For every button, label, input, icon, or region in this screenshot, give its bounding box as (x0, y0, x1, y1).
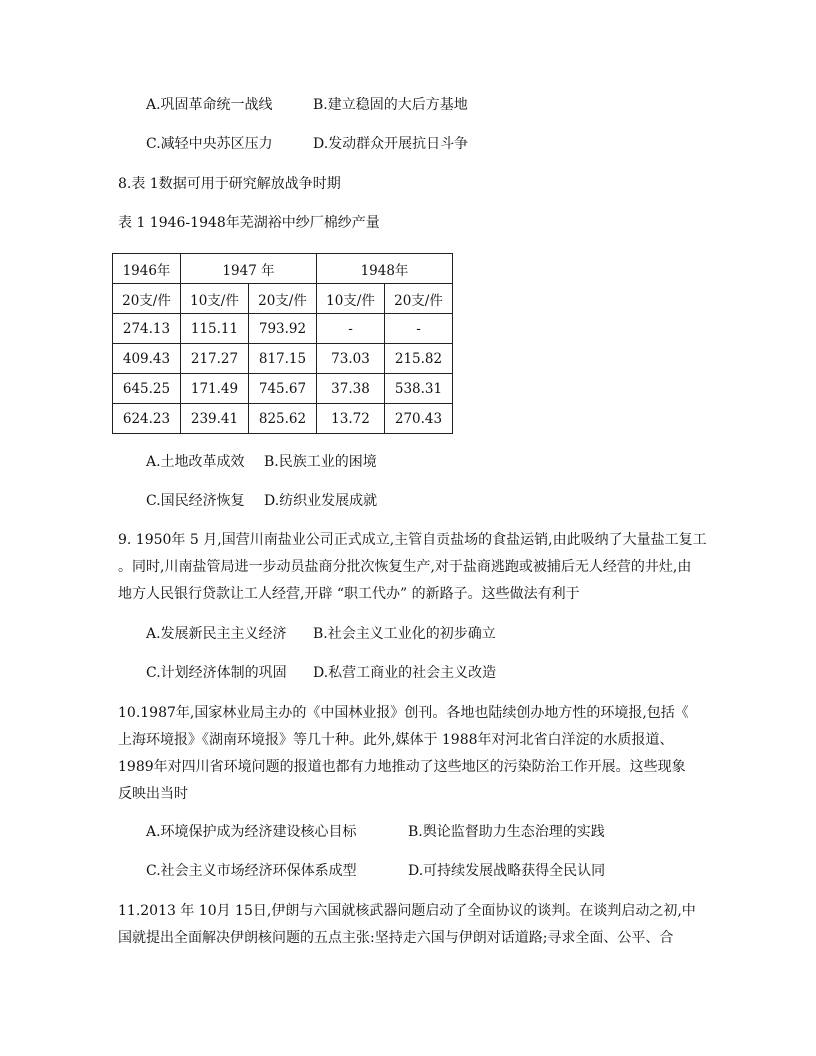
table-cell: 645.25 (113, 374, 181, 404)
table-cell: 171.49 (181, 374, 249, 404)
table-cell: 274.13 (113, 314, 181, 344)
table-cell: 73.03 (317, 344, 385, 374)
q9-stem-line-1: 9. 1950年 5 月,国营川南盐业公司正式成立,主管自贡盐场的食盐运销,由此吸纳了大量盐工复工 (118, 532, 707, 548)
table-cell: 215.82 (385, 344, 453, 374)
q8-option-b: B.民族工业的困境 (264, 454, 377, 470)
q10-option-d: D.可持续发展战略获得全民认同 (408, 863, 606, 879)
table-row (113, 344, 453, 374)
q8-table-caption: 表 1 1946-1948年芜湖裕中纱厂棉纱产量 (118, 215, 380, 231)
table-cell: 817.15 (249, 344, 317, 374)
table-cell: - (385, 314, 453, 344)
table-cell: 793.92 (249, 314, 317, 344)
table-subheader-cell: 20支/件 (249, 284, 317, 314)
table-subheader-cell: 20支/件 (113, 284, 181, 314)
table-cell: - (317, 314, 385, 344)
q10-stem-line-1: 10.1987年,国家林业局主办的《中国林业报》创刊。各地也陆续创办地方性的环境报,包括《 (118, 705, 689, 721)
q8-option-d: D.纺织业发展成就 (264, 493, 378, 509)
table-cell: 270.43 (385, 404, 453, 434)
table-header-cell: 1946年 (113, 254, 181, 284)
table-cell: 745.67 (249, 374, 317, 404)
table-cell: 624.23 (113, 404, 181, 434)
q7-option-d: D.发动群众开展抗日斗争 (313, 136, 469, 152)
table-cell: 217.27 (181, 344, 249, 374)
table-header-cell: 1948年 (317, 254, 453, 284)
table-cell: 13.72 (317, 404, 385, 434)
table-cell: 409.43 (113, 344, 181, 374)
q10-option-a: A.环境保护成为经济建设核心目标 (146, 824, 357, 840)
table-cell: 239.41 (181, 404, 249, 434)
q9-stem-line-3: 地方人民银行贷款让工人经营,开辟 “职工代办” 的新路子。这些做法有利于 (118, 586, 580, 602)
cotton-output-table (112, 253, 453, 434)
q9-stem-line-2: 。同时,川南盐管局进一步动员盐商分批次恢复生产,对于盐商逃跑或被捕后无人经营的井灶,由 (118, 559, 692, 575)
q8-option-c: C.国民经济恢复 (146, 493, 245, 509)
table-cell: 37.38 (317, 374, 385, 404)
table-subheader-cell: 10支/件 (181, 284, 249, 314)
q7-option-c: C.减轻中央苏区压力 (146, 136, 273, 152)
q9-option-b: B.社会主义工业化的初步确立 (313, 626, 496, 642)
table-subheader-cell: 20支/件 (385, 284, 453, 314)
q11-stem-line-1: 11.2013 年 10月 15日,伊朗与六国就核武器问题启动了全面协议的谈判。在谈判启动之初,中 (118, 903, 696, 919)
table-header-cell: 1947 年 (181, 254, 317, 284)
q8-stem: 8.表 1数据可用于研究解放战争时期 (118, 176, 341, 192)
table-cell: 538.31 (385, 374, 453, 404)
q11-stem-line-2: 国就提出全面解决伊朗核问题的五点主张:坚持走六国与伊朗对话道路;寻求全面、公平、合 (118, 930, 674, 946)
table-cell: 115.11 (181, 314, 249, 344)
q10-option-c: C.社会主义市场经济环保体系成型 (146, 863, 357, 879)
table-subheader-row (113, 284, 453, 314)
table-row (113, 374, 453, 404)
q8-option-a: A.土地改革成效 (146, 454, 245, 470)
q10-stem-line-2: 上海环境报》《湖南环境报》等几十种。此外,媒体于 1988年对河北省白洋淀的水质报道、 (118, 732, 674, 748)
table-row (113, 404, 453, 434)
q10-stem-line-3: 1989年对四川省环境问题的报道也都有力地推动了这些地区的污染防治工作开展。这些现象 (118, 759, 686, 775)
q10-option-b: B.舆论监督助力生态治理的实践 (408, 824, 605, 840)
q9-option-c: C.计划经济体制的巩固 (146, 665, 287, 681)
q9-option-a: A.发展新民主主义经济 (146, 626, 287, 642)
q7-option-a: A.巩固革命统一战线 (146, 97, 273, 113)
table-header-row (113, 254, 453, 284)
table-subheader-cell: 10支/件 (317, 284, 385, 314)
table-row (113, 314, 453, 344)
q10-stem-line-4: 反映出当时 (118, 786, 188, 802)
q9-option-d: D.私营工商业的社会主义改造 (313, 665, 497, 681)
table-cell: 825.62 (249, 404, 317, 434)
q7-option-b: B.建立稳固的大后方基地 (313, 97, 468, 113)
